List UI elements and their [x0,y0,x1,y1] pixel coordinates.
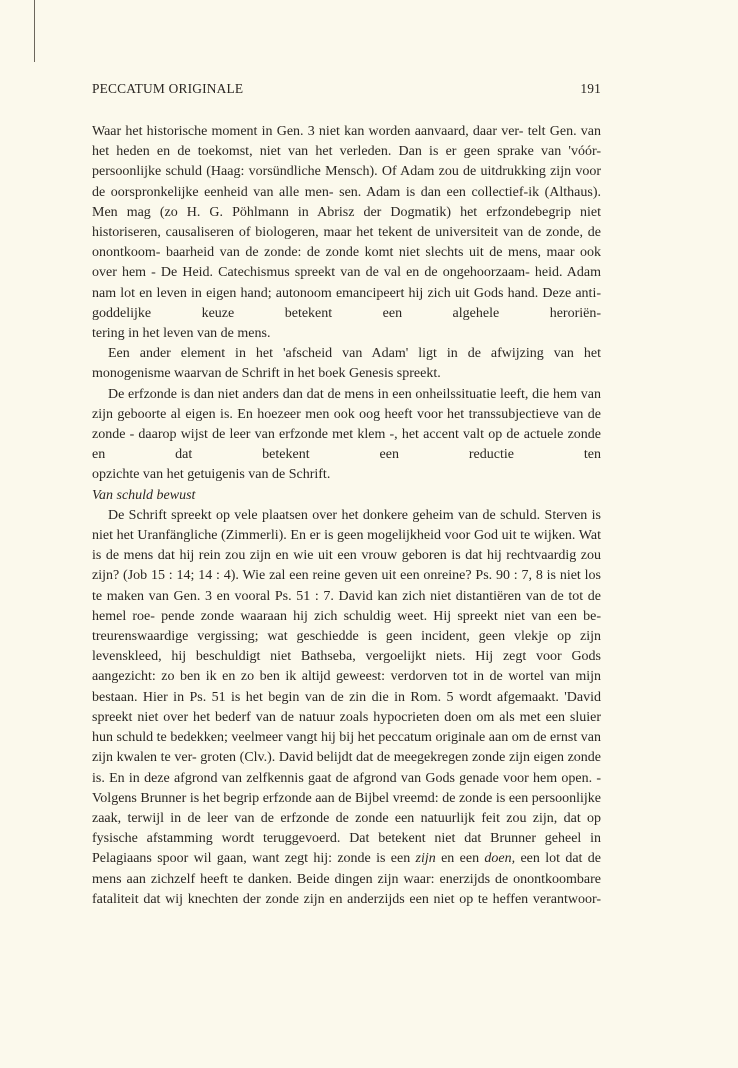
page-number: 191 [580,81,601,96]
binding-edge-line [34,0,35,62]
paragraph-2-end [92,364,601,384]
text-line: die hem van zijn geboorte al eigen is. En hoezeer men ook oog heeft voor [92,386,602,422]
text-line: wortel van mijn bestaan. Hier in Ps. 51 is het begin van de zin die in Rom. 5 [92,669,601,705]
paragraph-1 [92,122,601,324]
text-line: in Abrisz der Dogmatik) het erfzondebegrip niet historiseren, causaliseren [92,204,601,241]
text-line: En in deze afgrond van zelfkennis gaat de afgrond van Gods genade voor [109,770,529,786]
text-line: Sterven is niet het Uranfängliche (Zimmerli). En er is geen mogelijkheid voor [92,507,601,544]
paragraph-2 [92,344,601,364]
text-line: klem -, het accent valt op de actuele zonde en dat betekent een reductie ten [92,427,601,463]
text-line: heid. Adam nam lot en leven in eigen hand; autonoom emancipeert hij zich [92,265,601,301]
text-line: hem open. - Volgens Brunner is het begrip erfzonde aan de Bijbel vreemd: [92,770,602,806]
text-line: Dat betekent niet dat Brunner geheel in Pelagiaans spoor wil gaan, want [92,831,601,867]
text-line: God uit te wijken. Wat is de mens dat hij rein zou zijn en wie uit een vrouw [92,528,602,564]
text-line: het transsubjectieve van de zonde - daarop wijst de leer van erfzonde met [92,406,602,443]
text-line: pende zonde waaraan hij zich schuldig weet. Hij spreekt niet van een be- [161,608,602,624]
text-line: reine geven uit een onreine? Ps. 90 : 7, 8 is niet los te maken van Gen. 3 en [92,568,601,604]
text-line: Adam zou de uitdrukking zijn voor de oorspronkelijke eenheid van alle men- [92,164,601,200]
text-fragment: zegt hij: zonde is een [284,851,416,867]
text-line: geen sprake van 'vóór-persoonlijke schuld (Haag: vorsündliche Mensch). Of [92,144,601,180]
section-paragraph [92,506,601,910]
running-head [92,81,601,97]
text-line: De erfzonde is dan niet anders dan dat de mens in een onheilssituatie leeft, [108,386,529,402]
text-line: vooral Ps. 51 : 7. David kan zich niet distantiëren van de tot de hemel roe- [92,588,602,624]
text-line: opzichte van het getuigenis van de Schrift. [92,467,331,483]
text-line: uit Gods hand. Deze anti-goddelijke keuze betekent een algehele heroriën- [92,285,601,321]
italic-word: zijn [415,851,436,867]
text-line: Gods aangezicht: zo ben ik en zo ben ik altijd geweest: verdorven tot in de [92,649,601,685]
text-line: groten (Clv.). David belijdt dat de meegekregen zonde zijn eigen zonde is. [92,750,601,786]
text-line: De Schrift spreekt op vele plaatsen over het donkere geheim van de schuld. [108,507,541,523]
text-line: of biologeren, maar het tekent de universiteit van de zonde, de onontkoom- [92,225,601,261]
italic-word: doen, [484,851,516,867]
text-line: telt Gen. van het heden en de toekomst, niet van het verleden. Dan is er [92,124,602,160]
text-line: wij knechten der zonde zijn en anderzijds een niet op te heffen verantwoor- [165,891,601,907]
text-line: treurenswaardige vergissing; wat geschiedde is geen incident, geen vlekje op [92,629,572,645]
text-line: wordt afgemaakt. 'David spreekt niet over het bederf van de natuur zoals [92,689,602,725]
text-line: monogenisme waarvan de Schrift in het boek Genesis spreekt. [92,366,441,382]
paragraph-1-end [92,324,601,344]
paragraph-3 [92,385,601,466]
text-line: te danken. Beide dingen zijn waar: enerzijds de onontkoombare fataliteit dat [92,871,601,907]
text-line: tering in het leven van de mens. [92,326,271,342]
text-line: over hem - De Heid. Catechismus spreekt van de val en de ongehoorzaam- [92,265,530,281]
text-line: vangt hij bij het peccatum originale aan om de ernst van zijn kwalen te ver- [92,730,602,766]
text-line: hypocrieten doen om als met een sluier hun schuld te bedekken; veelmeer [92,709,602,746]
running-head-title: PECCATUM ORIGINALE [92,81,244,96]
paragraph-3-end [92,465,601,485]
body-text [92,122,601,910]
text-line: sen. Adam is dan een collectief-ik (Althaus). Men mag (zo H. G. Pöhlmann [92,184,602,220]
text-line: baarheid van de zonde: de zonde komt niet slechts uit de mens, maar ook [165,245,602,261]
text-line: Waar het historische moment in Gen. 3 niet kan worden aanvaard, daar ver- [92,124,524,139]
text-line: Een ander element in het 'afscheid van Adam' ligt in de afwijzing van het [108,346,601,362]
section-heading: Van schuld bewust [92,487,196,503]
text-fragment: en een [435,851,485,867]
text-line: een natuurlijk feit zou zijn, dat op fysische afstamming wordt teruggevoerd. [92,810,602,847]
text-line: zijn levenskleed, hij beschuldigt niet Bathseba, vergoelijkt niets. Hij zegt voor [92,629,601,665]
text-line: geboren is dat hij rechtvaardig zou zijn? (Job 15 : 14; 14 : 4). Wie zal een [92,548,602,584]
text-fragment: een lot dat de mens aan zichzelf heeft [92,851,601,887]
text-line: de zonde is een persoonlijke zaak, terwijl in de leer van de erfzonde de zonde [92,790,602,826]
